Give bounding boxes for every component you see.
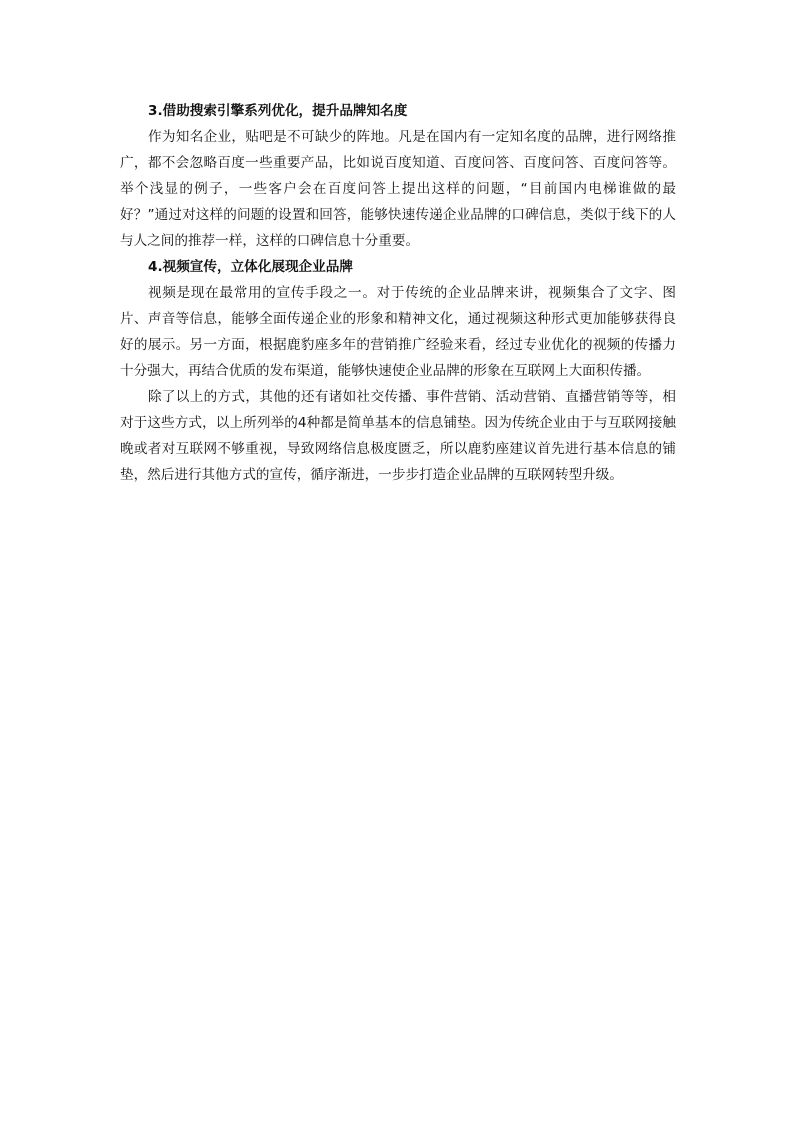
paragraph: 除了以上的方式，其他的还有诸如社交传播、事件营销、活动营销、直播营销等等，相对于这些方式，以上所列举的4种都是简单基本的信息铺垫。因为传统企业由于与互联网接触晚或者对互联网不够重视，导致网络信息极度匮乏，所以鹿豹座建议首先进行基本信息的铺垫，然后进行其他方式的宣传，循序渐进，一步步打造企业品牌的互联网转型升级。 <box>120 389 676 483</box>
section-heading-4: 4.视频宣传，立体化展现企业品牌 <box>148 259 353 275</box>
paragraph: 视频是现在最常用的宣传手段之一。对于传统的企业品牌来讲，视频集合了文字、图片、声音等信息，能够全面传递企业的形象和精神文化，通过视频这种形式更加能够获得良好的展示。另一方面，根据鹿豹座多年的营销推广经验来看，经过专业优化的视频的传播力十分强大，再结合优质的发布渠道，能够快速使企业品牌的形象在互联网上大面积传播。 <box>120 285 676 379</box>
section-heading-3: 3.借助搜索引擎系列优化，提升品牌知名度 <box>148 103 408 119</box>
paragraph: 作为知名企业，贴吧是不可缺少的阵地。凡是在国内有一定知名度的品牌，进行网络推广，都不会忽略百度一些重要产品，比如说百度知道、百度问答、百度问答、百度问答等。举个浅显的例子，一些客户会在百度问答上提出这样的问题，“目前国内电梯谁做的最好？”通过对这样的问题的设置和回答，能够快速传递企业品牌的口碑信息，类似于线下的人与人之间的推荐一样，这样的口碑信息十分重要。 <box>120 129 676 249</box>
document-body <box>120 98 676 488</box>
